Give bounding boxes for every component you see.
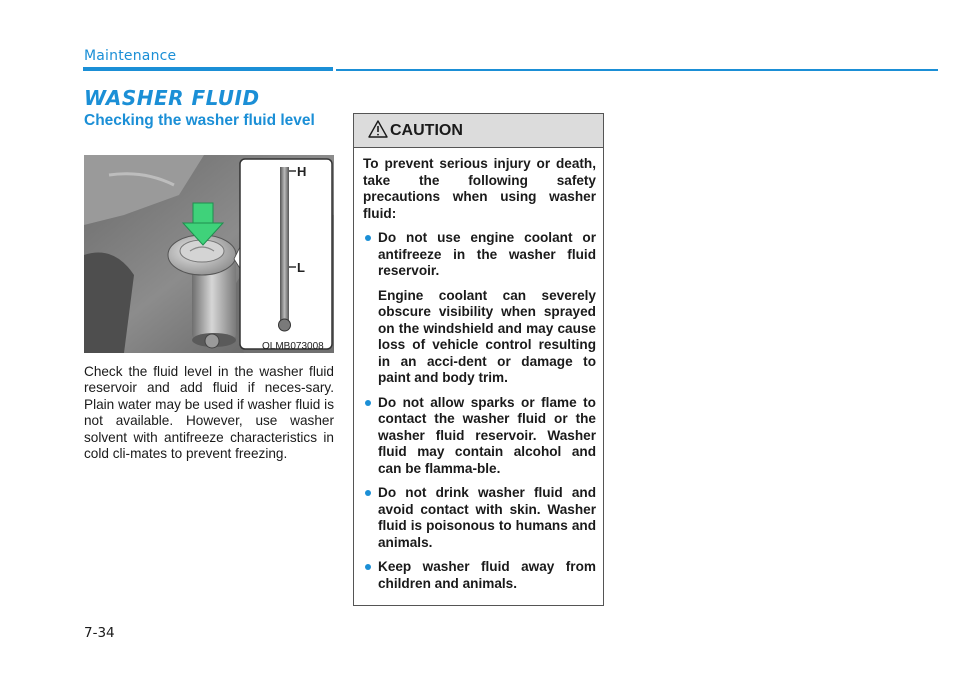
- section-label: Maintenance: [84, 48, 177, 64]
- caution-bullet: [363, 485, 596, 551]
- caution-bullet-text: Do not allow sparks or flame to contact the washer fluid or the washer fluid reservoir. Washer fluid may contain alcohol and can be flamma-ble.: [378, 394, 596, 476]
- page-title: WASHER FLUID: [84, 86, 260, 110]
- caution-bullet-text: Keep washer fluid away from children and animals.: [378, 559, 596, 591]
- caution-bullet: [363, 395, 596, 478]
- bullet-icon: [365, 564, 371, 570]
- bullet-icon: [365, 400, 371, 406]
- warning-triangle-icon: [368, 119, 388, 139]
- section-subtitle: Checking the washer fluid level: [84, 112, 315, 129]
- washer-reservoir-figure: [84, 155, 334, 353]
- figure-code: OLMB073008: [262, 341, 324, 352]
- bullet-icon: [365, 490, 371, 496]
- caution-bullet-text: Do not use engine coolant or antifreeze in the washer fluid reservoir.: [378, 230, 596, 278]
- caution-bullet-text: Do not drink washer fluid and avoid contact with skin. Washer fluid is poisonous to humans and animals.: [378, 485, 596, 550]
- bullet-icon: [365, 235, 371, 241]
- gauge-high-label: H: [297, 164, 307, 179]
- gauge-low-label: L: [297, 260, 305, 275]
- caution-body: [354, 148, 603, 592]
- caution-header: [354, 114, 603, 148]
- caution-bullet-detail: Engine coolant can severely obscure visibility when sprayed on the windshield and may cause loss of vehicle control resulting in an acci-dent or damage to paint and body trim.: [378, 287, 596, 385]
- caution-box: [353, 113, 604, 606]
- header-rule-thick: [83, 67, 333, 71]
- caution-intro: To prevent serious injury or death, take the following safety precautions when using washer fluid:: [363, 156, 596, 221]
- caution-bullet: [363, 230, 596, 280]
- caution-title: CAUTION: [390, 122, 463, 139]
- header-rule-thin: [336, 69, 938, 71]
- page-number: 7-34: [84, 625, 115, 641]
- body-paragraph: Check the fluid level in the washer fluid reservoir and add fluid if neces-sary. Plain water may be used if washer fluid is not available. However, use washer solvent with antifreeze characteristics in cold cli-mates to prevent freezing.: [84, 364, 334, 462]
- caution-bullet: [363, 559, 596, 592]
